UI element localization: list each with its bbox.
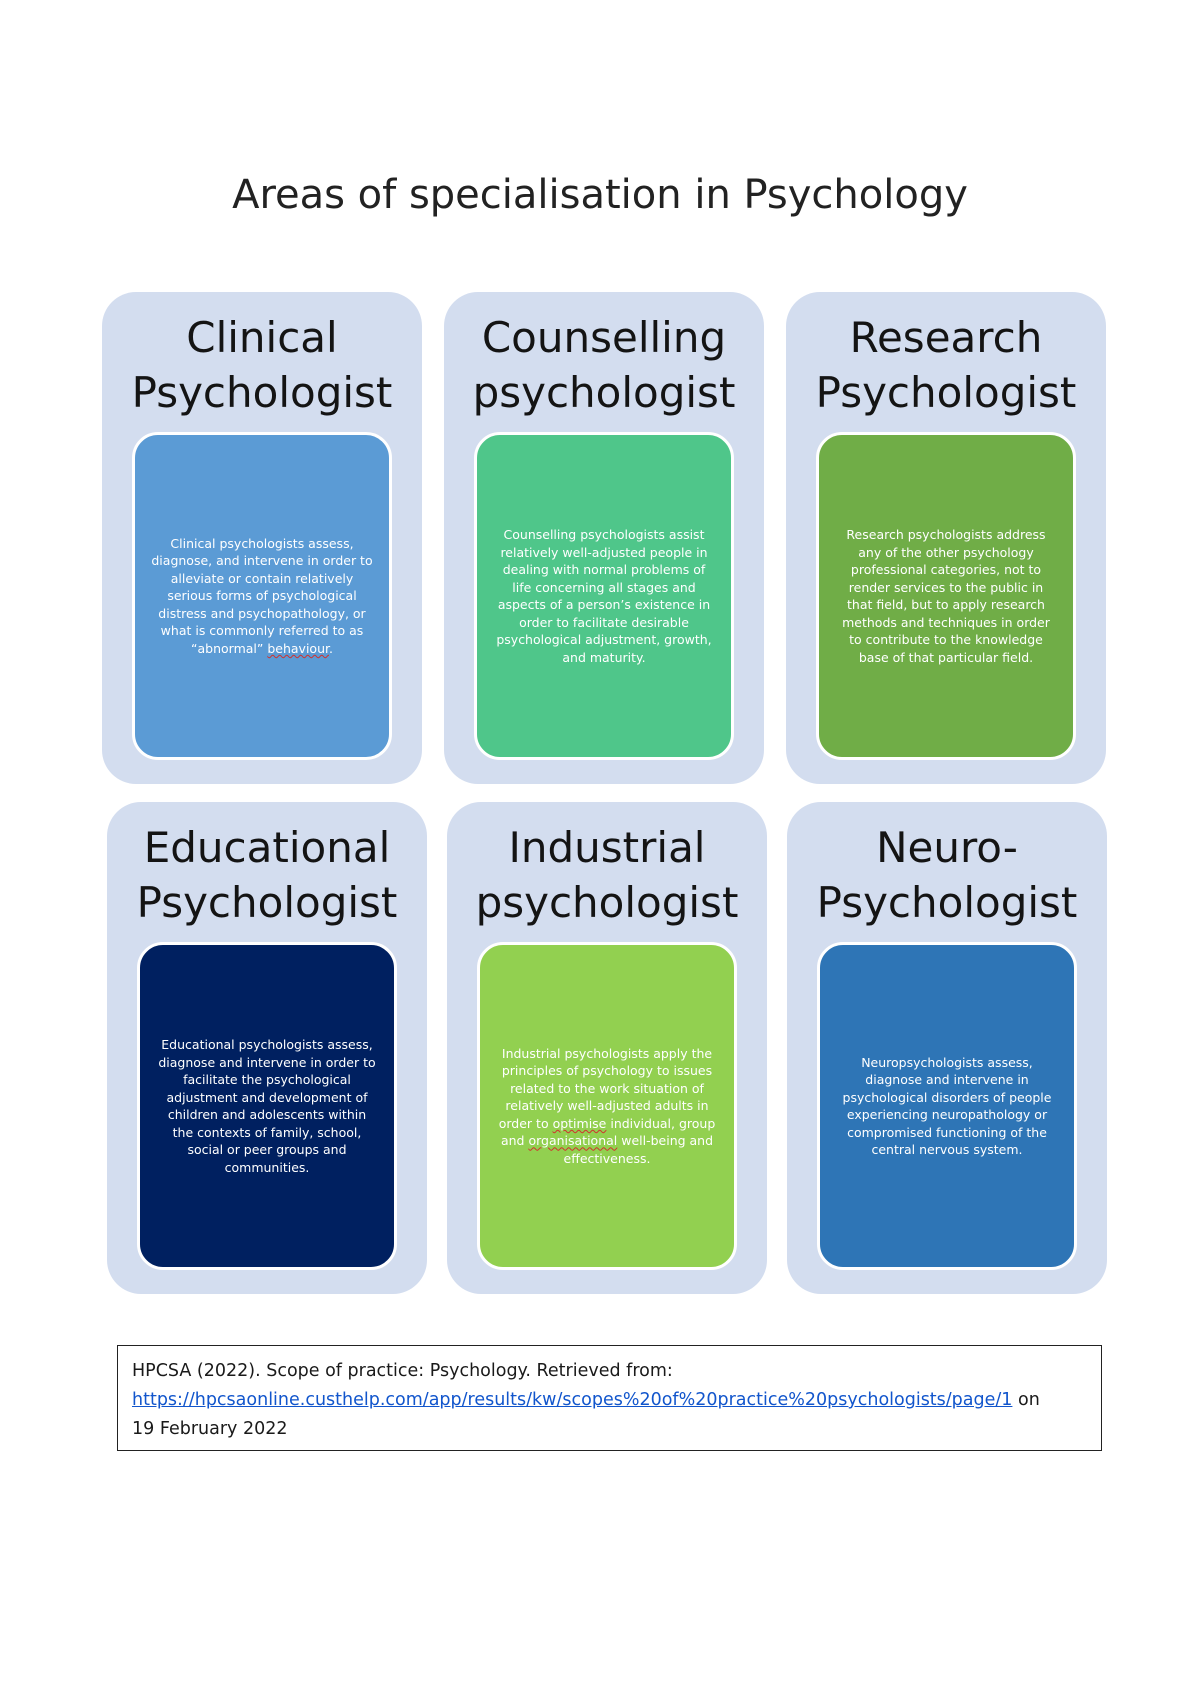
- card-heading-line1: Counselling: [481, 313, 727, 362]
- card-description-box: [132, 432, 392, 760]
- card-heading-line2: Psychologist: [136, 878, 398, 927]
- card-heading: [102, 310, 422, 420]
- card-heading: [107, 820, 427, 930]
- card-description-box: [474, 432, 734, 760]
- card-heading: [786, 310, 1106, 420]
- card-description-box: [817, 942, 1077, 1270]
- card-research: [786, 292, 1106, 784]
- reference-on: on: [1012, 1390, 1040, 1410]
- card-description: [496, 1045, 718, 1168]
- reference-box: [117, 1345, 1102, 1451]
- card-description: Research psychologists address any of the other psychology professional categories, not to render services to the public in that field, but to apply research methods and techniques in order to contribute to the knowledge base of that particular field.: [842, 527, 1050, 665]
- card-heading: [444, 310, 764, 420]
- card-heading-line2: Psychologist: [131, 368, 393, 417]
- card-description: Counselling psychologists assist relatively well-adjusted people in dealing with normal problems of life concerning all stages and aspects of a person’s existence in order to facilitate desirable psychological adjustment, growth, and maturity.: [496, 527, 712, 665]
- spellcheck-word: optimise: [552, 1115, 607, 1131]
- card-heading-line2: Psychologist: [815, 368, 1077, 417]
- card-educational: [107, 802, 427, 1294]
- card-description: Educational psychologists assess, diagnose and intervene in order to facilitate the psychological adjustment and development of children and adolescents within the contexts of family, school, social or peer groups and communities.: [158, 1037, 376, 1175]
- card-heading-line2: psychologist: [472, 368, 736, 417]
- page-title: Areas of specialisation in Psychology: [232, 172, 968, 218]
- description-text: Industrial psychologists apply the principles of psychology to issues related to the work situation of relatively well-adjusted adults in order to: [498, 1045, 713, 1131]
- card-heading-line2: Psychologist: [816, 878, 1078, 927]
- description-text: well-being and effectiveness.: [563, 1133, 714, 1166]
- card-heading-line1: Educational: [143, 823, 391, 872]
- card-description: [151, 535, 373, 658]
- card-description-box: [477, 942, 737, 1270]
- card-heading-line1: Industrial: [508, 823, 706, 872]
- card-heading: [787, 820, 1107, 930]
- card-description-box: [137, 942, 397, 1270]
- spellcheck-word: behaviour: [267, 640, 329, 656]
- description-text: Clinical psychologists assess, diagnose, and intervene in order to alleviate or contain relatively serious forms of psychological distress and psychopathology, or what is commonly referred to as “abnormal”: [151, 535, 373, 656]
- description-text: individual, group and: [500, 1115, 716, 1149]
- card-description: Neuropsychologists assess, diagnose and intervene in psychological disorders of people experiencing neuropathology or compromised functioning of the central nervous system.: [842, 1054, 1052, 1157]
- description-text: .: [328, 640, 333, 656]
- spellcheck-word: organisational: [528, 1133, 618, 1149]
- card-neuro: [787, 802, 1107, 1294]
- reference-citation: HPCSA (2022). Scope of practice: Psychology. Retrieved from:: [132, 1361, 673, 1381]
- card-clinical: [102, 292, 422, 784]
- reference-url-line: [132, 1386, 1087, 1415]
- card-heading-line1: Research: [849, 313, 1043, 362]
- card-heading: [447, 820, 767, 930]
- card-industrial: [447, 802, 767, 1294]
- card-heading-line1: Neuro-: [876, 823, 1018, 872]
- card-counselling: [444, 292, 764, 784]
- reference-date: 19 February 2022: [132, 1419, 288, 1439]
- card-description-box: [816, 432, 1076, 760]
- card-heading-line2: psychologist: [475, 878, 739, 927]
- card-heading-line1: Clinical: [186, 313, 338, 362]
- reference-link[interactable]: https://hpcsaonline.custhelp.com/app/results/kw/scopes%20of%20practice%20psychologists/page/1: [132, 1390, 1013, 1410]
